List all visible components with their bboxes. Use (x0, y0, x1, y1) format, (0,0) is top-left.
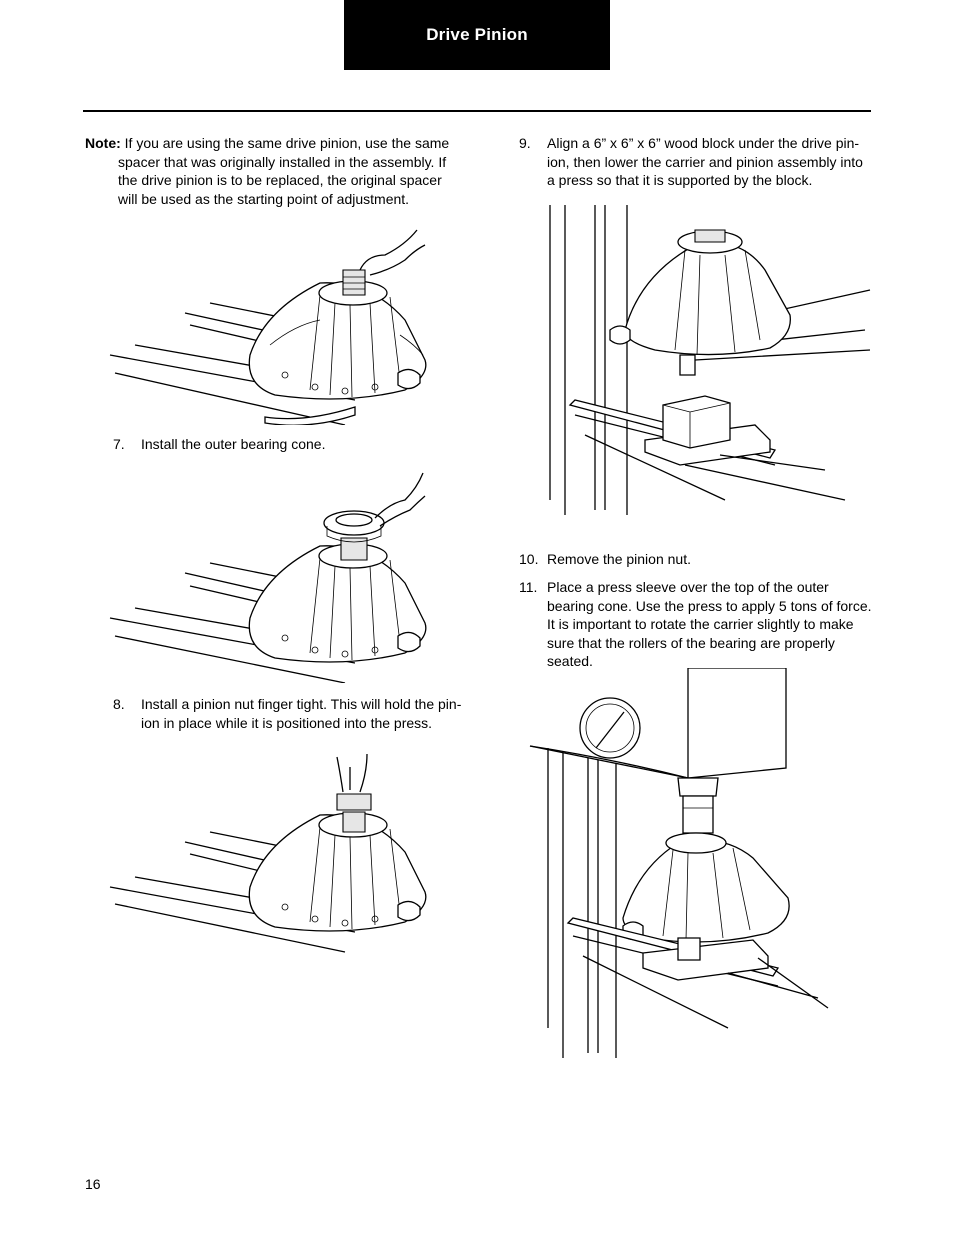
section-title: Drive Pinion (426, 25, 528, 44)
step-11-text: Place a press sleeve over the top of the outer bearing cone. Use the press to apply 5 tons of force. It is important to rotate the carrier slightly to make sure that the rollers of the bearing are properly seated. (547, 579, 872, 670)
illustration-pinion-in-carrier (105, 225, 435, 425)
step-8 (113, 695, 473, 732)
header-rule (83, 110, 871, 112)
step-8-number: 8. (113, 696, 125, 712)
step-8-text: Install a pinion nut finger tight. This will hold the pin-ion in place while it is positioned into the press. (141, 696, 462, 731)
illustration-press-wood-block (545, 200, 875, 515)
illustration-press-with-gauge (528, 668, 833, 1058)
step-7 (113, 435, 473, 454)
step-10-text: Remove the pinion nut. (547, 551, 691, 567)
page-number: 16 (85, 1176, 101, 1192)
step-9-number: 9. (519, 135, 531, 151)
illustration-pinion-nut (105, 752, 435, 957)
illustration-outer-bearing-cone (105, 468, 435, 683)
step-11 (519, 578, 874, 671)
note-text: If you are using the same drive pinion, use the same spacer that was originally installed in the assembly. If the drive pinion is to be replaced, the original spacer will be used as the starting point of adjustment. (118, 135, 450, 207)
step-7-text: Install the outer bearing cone. (141, 436, 326, 452)
section-header-tab (344, 0, 610, 70)
step-10-number: 10. (519, 551, 539, 567)
note-label: Note: (85, 135, 121, 151)
step-11-number: 11. (519, 579, 538, 595)
step-7-number: 7. (113, 436, 125, 452)
step-9-text: Align a 6” x 6” x 6” wood block under the drive pin-ion, then lower the carrier and pinion assembly into a press so that it is supported by the block. (547, 135, 863, 189)
note-paragraph (85, 134, 465, 208)
step-9 (519, 134, 874, 190)
step-10 (519, 550, 874, 569)
